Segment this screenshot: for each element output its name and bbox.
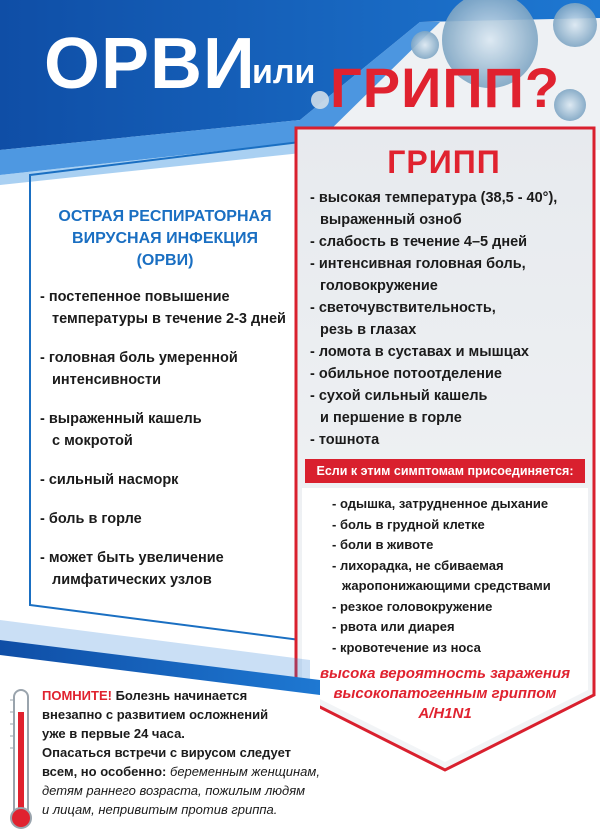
list-item: - кровотечение из носа: [332, 639, 481, 655]
list-item: - светочувствительность, резь в глазах: [310, 300, 496, 338]
list-item: - обильное потоотделение: [310, 366, 502, 382]
list-item: - слабость в течение 4–5 дней: [310, 234, 528, 250]
warning-line: высока вероятность заражения: [319, 665, 571, 682]
list-item: - сильный насморк: [40, 472, 179, 488]
list-item: - постепенное повышение температуры в течение 2-3 дней: [40, 289, 286, 327]
orvi-symptom-list: [40, 286, 300, 591]
thermometer-icon: [10, 690, 31, 828]
orvi-heading: [36, 206, 294, 272]
list-item: - интенсивная головная боль, головокружение: [310, 256, 526, 294]
orvi-heading-line: ОСТРАЯ РЕСПИРАТОРНАЯ: [58, 208, 272, 225]
list-item: - ломота в суставах и мышцах: [310, 344, 529, 360]
orvi-heading-line: ВИРУСНАЯ ИНФЕКЦИЯ: [72, 230, 258, 247]
list-item: - может быть увеличение лимфатических узлов: [40, 550, 224, 588]
list-item: - лихорадка, не сбиваемая жаропонижающими средствами: [332, 557, 551, 593]
orvi-heading-line: (ОРВИ): [136, 252, 194, 269]
h1n1-warning: [300, 664, 590, 724]
list-item: - сухой сильный кашель и першение в горле: [310, 388, 488, 426]
list-item: - головная боль умеренной интенсивности: [40, 350, 238, 388]
list-item: - выраженный кашель с мокротой: [40, 411, 202, 449]
list-item: - высокая температура (38,5 - 40°), выраженный озноб: [310, 190, 558, 228]
list-item: - боли в животе: [332, 537, 434, 552]
gripp-heading: ГРИПП: [387, 144, 501, 180]
warning-line: высокопатогенным гриппом: [333, 685, 557, 702]
complication-banner: Если к этим симптомам присоединяется:: [305, 459, 585, 483]
complication-list: [332, 494, 592, 658]
list-item: - резкое головокружение: [332, 598, 493, 614]
warning-line: A/H1N1: [418, 705, 472, 722]
title-gripp: ГРИПП?: [330, 56, 561, 119]
title-or: или: [252, 53, 316, 91]
list-item: - боль в горле: [40, 511, 142, 527]
list-item: - тошнота: [310, 432, 380, 448]
gripp-symptom-list: [310, 187, 590, 451]
reminder-label: ПОМНИТЕ!: [42, 688, 112, 703]
list-item: - боль в грудной клетке: [332, 516, 485, 532]
list-item: - одышка, затрудненное дыхание: [332, 496, 549, 511]
list-item: - рвота или диарея: [332, 619, 455, 634]
reminder-note: ПОМНИТЕ! Болезнь начинается внезапно с развитием осложнений уже в первые 24 часа. Опасаться встречи с вирусом следует всем, но особенно: беременным женщинам, детям раннего возраста, пожилым людям и лицам, непривитым против гриппа.: [42, 688, 320, 817]
title-orvi: ОРВИ: [44, 24, 256, 104]
